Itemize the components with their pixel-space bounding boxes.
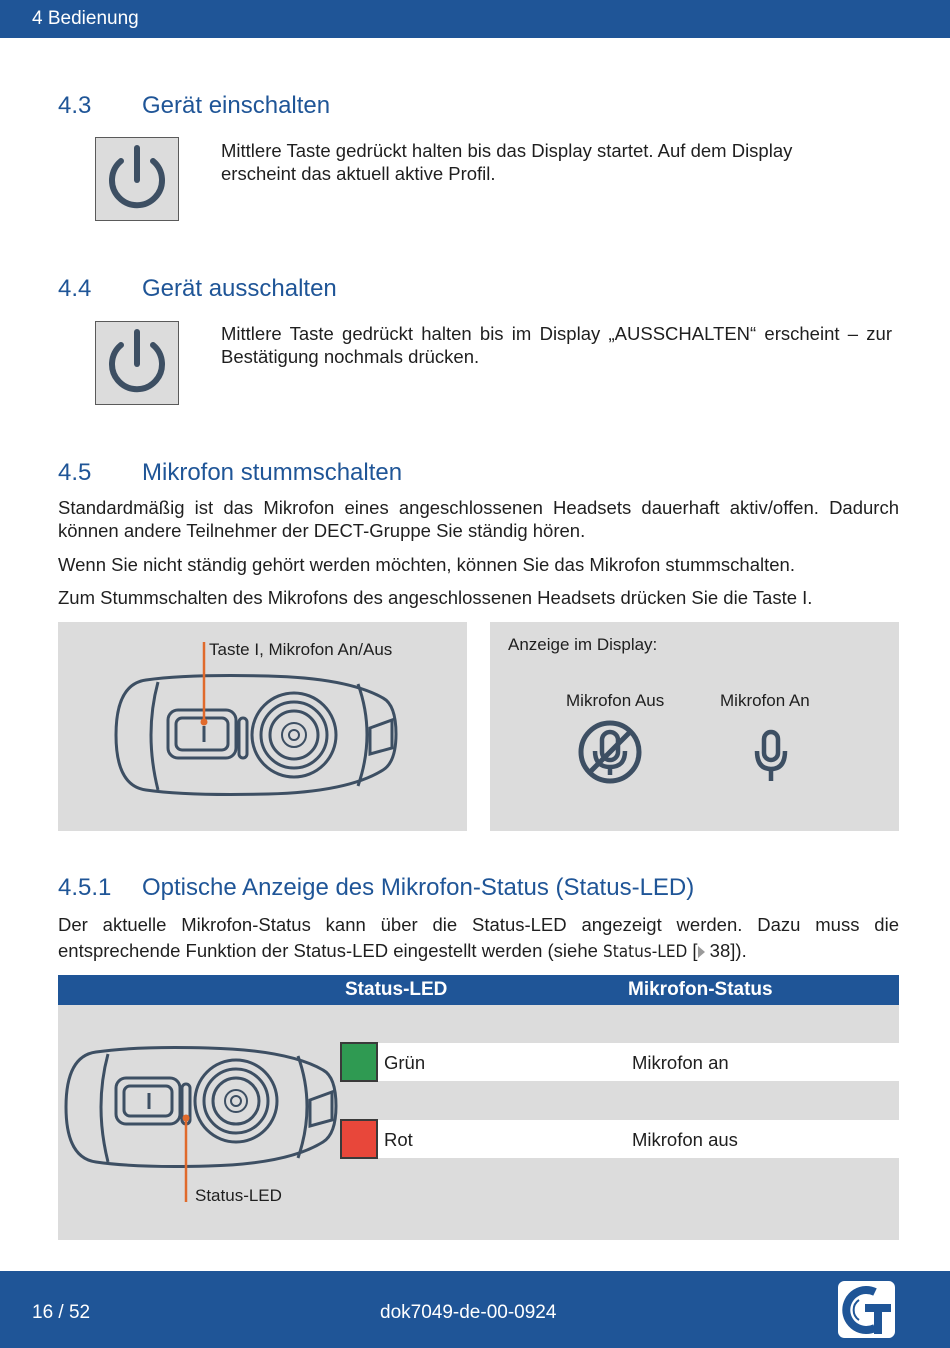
mic-on-label: Mikrofon An [720, 691, 810, 710]
display-panel [490, 622, 899, 831]
chapter-title: 4 Bedienung [32, 8, 139, 29]
led-green-swatch [340, 1042, 378, 1082]
mic-status-off: Mikrofon aus [632, 1129, 738, 1150]
heading-4-5-1: 4.5.1 Optische Anzeige des Mikrofon-Status (Status-LED) [58, 874, 695, 901]
page-ref-arrow-icon [698, 946, 705, 958]
page-ref[interactable]: 38 [704, 940, 731, 961]
mic-off-label: Mikrofon Aus [566, 691, 665, 710]
power-icon-box [95, 321, 179, 405]
mic-off-icon [577, 719, 643, 785]
heading-4-4: 4.4 Gerät ausschalten [58, 275, 337, 302]
led-color-red: Rot [384, 1129, 413, 1150]
company-logo-icon [835, 1278, 898, 1341]
text-4-5-p2: Wenn Sie nicht ständig gehört werden möchten, können Sie das Mikrofon stummschalten. [58, 554, 795, 575]
page-header [0, 0, 950, 38]
heading-4-5: 4.5 Mikrofon stummschalten [58, 459, 403, 486]
text-4-5-1: Der aktuelle Mikrofon-Status kann über die Status-LED angezeigt werden. Dazu muss die entsprechende Funktion der Status-LED eingestellt werden (siehe Status-LED [ 38]). [58, 914, 899, 962]
text-4-4: Mittlere Taste gedrückt halten bis im Display „AUSSCHALTEN“ erscheint – zur Bestätigung nochmals drücken. [221, 323, 892, 367]
power-icon [96, 322, 178, 404]
mic-status-on: Mikrofon an [632, 1052, 729, 1073]
text-4-5-p1: Standardmäßig ist das Mikrofon eines angeschlossenen Headsets dauerhaft aktiv/offen. Dadurch können andere Teilnehmer der DECT-Gruppe Sie ständig hören. [58, 497, 899, 541]
power-icon [96, 138, 178, 220]
status-led-link[interactable]: Status-LED [603, 942, 688, 962]
led-color-green: Grün [384, 1052, 426, 1073]
display-label: Anzeige im Display: [508, 635, 658, 654]
col-header-mic-status: Mikrofon-Status [628, 979, 773, 1000]
heading-4-3: 4.3 Gerät einschalten [58, 92, 331, 119]
device-label: Taste I, Mikrofon An/Aus [209, 640, 393, 659]
mic-on-icon [752, 729, 790, 785]
col-header-status-led: Status-LED [345, 979, 448, 1000]
device-illustration-led [58, 1040, 340, 1210]
text-4-5-p3: Zum Stummschalten des Mikrofons des angeschlossenen Headsets drücken Sie die Taste I. [58, 587, 813, 608]
power-icon-box [95, 137, 179, 221]
document-id: dok7049-de-00-0924 [380, 1302, 557, 1323]
table-row [340, 1120, 899, 1158]
page-footer [0, 1271, 950, 1348]
led-red-swatch [340, 1119, 378, 1159]
table-header [58, 975, 899, 1005]
text-4-3: Mittlere Taste gedrückt halten bis das Display startet. Auf dem Display erscheint das aktuell aktive Profil. [221, 140, 793, 184]
device-panel [58, 622, 467, 831]
status-led-label: Status-LED [195, 1186, 282, 1205]
page-number: 16 / 52 [32, 1302, 91, 1323]
